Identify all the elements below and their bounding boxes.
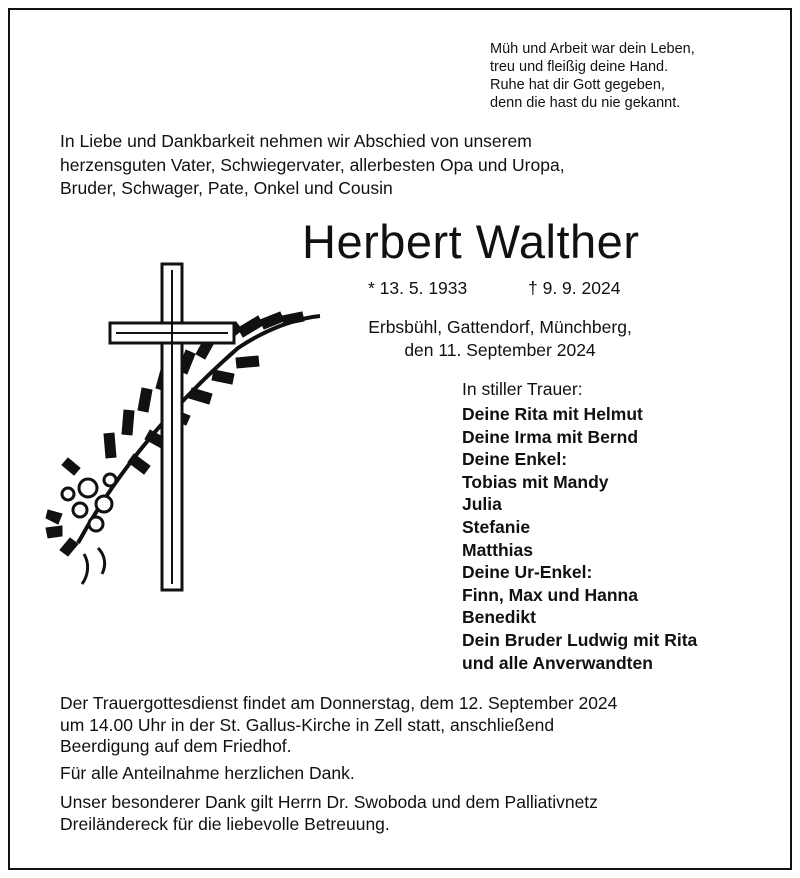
place-line: Erbsbühl, Gattendorf, Münchberg, bbox=[368, 317, 632, 337]
mourner-entry: Matthias bbox=[462, 539, 533, 560]
thanks-line: Für alle Anteilnahme herzlichen Dank. bbox=[60, 763, 355, 783]
mourner-entry: Deine Rita mit Helmut bbox=[462, 404, 643, 424]
mourner-entry: Deine Irma mit Bernd bbox=[462, 426, 639, 447]
mourner-entry: Julia bbox=[462, 494, 502, 515]
service-line: Beerdigung auf dem Friedhof. bbox=[60, 736, 292, 756]
service-line: Der Trauergottesdienst findet am Donnerstag, dem 12. September 2024 bbox=[60, 693, 618, 713]
deceased-name: Herbert Walther bbox=[302, 215, 640, 268]
service-info bbox=[60, 693, 617, 758]
service-line: um 14.00 Uhr in der St. Gallus-Kirche in Zell statt, anschließend bbox=[60, 714, 555, 735]
date-line: den 11. September 2024 bbox=[404, 340, 596, 360]
poem-verse bbox=[490, 40, 695, 112]
mourner-entry: Deine Enkel: bbox=[462, 449, 568, 470]
mourning-lead: In stiller Trauer: bbox=[462, 379, 583, 399]
cross-with-branch-illustration bbox=[38, 258, 328, 594]
mourner-entry: Deine Ur-Enkel: bbox=[462, 562, 593, 583]
poem-line: treu und fleißig deine Hand. bbox=[490, 59, 669, 75]
special-thanks-line: Unser besonderer Dank gilt Herrn Dr. Swoboda und dem Palliativnetz bbox=[60, 792, 598, 812]
mourner-entry: Dein Bruder Ludwig mit Rita bbox=[462, 629, 698, 650]
mourner-entry: und alle Anverwandten bbox=[462, 652, 653, 673]
mourner-entry: Finn, Max und Hanna bbox=[462, 584, 638, 605]
mourner-entry: Benedikt bbox=[462, 607, 536, 628]
mourner-entry: Stefanie bbox=[462, 516, 531, 537]
intro-line: herzensguten Vater, Schwiegervater, allerbesten Opa und Uropa, bbox=[60, 154, 565, 175]
intro-line: In Liebe und Dankbarkeit nehmen wir Abschied von unserem bbox=[60, 131, 532, 151]
special-thanks-line: Dreiländereck für die liebevolle Betreuung. bbox=[60, 813, 390, 834]
intro-text bbox=[60, 130, 565, 201]
place-and-date bbox=[330, 316, 670, 362]
poem-line: denn die hast du nie gekannt. bbox=[490, 95, 681, 111]
poem-line: Müh und Arbeit war dein Leben, bbox=[490, 41, 695, 57]
mourners-list bbox=[462, 403, 697, 674]
thanks-text bbox=[60, 763, 355, 785]
mourner-entry: Tobias mit Mandy bbox=[462, 471, 609, 492]
poem-line: Ruhe hat dir Gott gegeben, bbox=[490, 77, 665, 93]
special-thanks-text bbox=[60, 792, 598, 835]
intro-line: Bruder, Schwager, Pate, Onkel und Cousin bbox=[60, 178, 393, 198]
birth-date: * 13. 5. 1933 bbox=[368, 278, 468, 298]
death-date: † 9. 9. 2024 bbox=[528, 278, 621, 298]
